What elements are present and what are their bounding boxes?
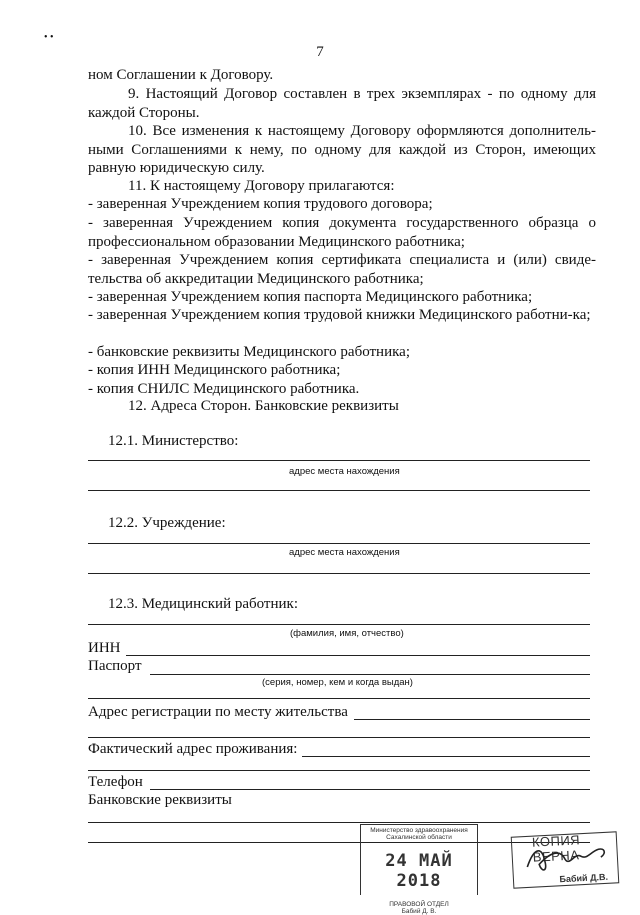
- received-stamp-org: Министерство здравоохранения Сахалинской области: [370, 827, 468, 841]
- passport-label: Паспорт: [88, 658, 142, 674]
- bank-details-label: Банковские реквизиты: [88, 792, 232, 808]
- ministry-address-caption: адрес места нахождения: [289, 466, 400, 477]
- ministry-label: 12.1. Министерство:: [108, 433, 239, 449]
- phone-line: [150, 789, 590, 790]
- attachment-item: - заверенная Учреждением копия трудовой книжки Медицинского работни-ка;: [88, 307, 591, 323]
- passport-caption: (серия, номер, кем и когда выдан): [262, 677, 413, 688]
- page-number: 7: [316, 44, 324, 60]
- ministry-address-line-2: [88, 490, 590, 491]
- attachment-item: - копия ИНН Медицинского работника;: [88, 362, 341, 378]
- paragraph-9: 9. Настоящий Договор составлен в трех экземплярах - по одному для каждой Стороны.: [88, 86, 596, 121]
- paragraph-continuation: ном Соглашении к Договору.: [88, 67, 274, 83]
- institution-address-caption: адрес места нахождения: [289, 547, 400, 558]
- paragraph-10: 10. Все изменения к настоящему Договору оформляются дополнитель-ными Соглашениями к нему, по одному для каждой из Сторон, имеющих равную юридическую силу.: [88, 123, 596, 176]
- bank-details-line: [88, 822, 590, 823]
- paragraph-11: 11. К настоящему Договору прилагаются:: [128, 178, 395, 194]
- institution-address-line-2: [88, 573, 590, 574]
- phone-label: Телефон: [88, 774, 143, 790]
- actual-address-line: [302, 756, 590, 757]
- passport-line: [150, 674, 590, 675]
- received-stamp: [360, 824, 478, 915]
- worker-name-caption: (фамилия, имя, отчество): [290, 628, 404, 639]
- attachment-item: - заверенная Учреждением копия паспорта Медицинского работника;: [88, 289, 533, 305]
- attachment-item: - заверенная Учреждением копия сертификата специалиста и (или) свиде-тельства об аккредитации Медицинского работника;: [88, 252, 596, 287]
- attachment-item: - заверенная Учреждением копия трудового договора;: [88, 196, 433, 212]
- registration-address-label: Адрес регистрации по месту жительства: [88, 704, 348, 720]
- attachment-item: - копия СНИЛС Медицинского работника.: [88, 381, 360, 397]
- attachment-item: - банковские реквизиты Медицинского работника;: [88, 344, 410, 360]
- inn-label: ИНН: [88, 640, 121, 656]
- actual-address-label: Фактический адрес проживания:: [88, 741, 298, 757]
- attachment-item: - заверенная Учреждением копия документа государственного образца о профессиональном образовании Медицинского работника;: [88, 215, 596, 250]
- scan-dots: • •: [44, 32, 54, 43]
- institution-address-line: [88, 543, 590, 544]
- actual-address-line-2: [88, 770, 590, 771]
- copy-certified-stamp: [511, 831, 620, 888]
- copy-stamp-title: КОПИЯ ВЕРНА: [531, 832, 581, 865]
- received-stamp-dept: ПРАВОВОЙ ОТДЕЛ: [389, 901, 449, 908]
- ministry-address-line: [88, 460, 590, 461]
- inn-line: [126, 655, 590, 656]
- registration-address-line: [354, 719, 590, 720]
- copy-stamp-name: Бабий Д.В.: [559, 871, 609, 885]
- worker-label: 12.3. Медицинский работник:: [108, 596, 298, 612]
- received-stamp-date: 24 МАЙ 2018: [385, 851, 453, 891]
- received-stamp-person: Бабий Д. В.: [401, 908, 437, 915]
- passport-line-2: [88, 698, 590, 699]
- institution-label: 12.2. Учреждение:: [108, 515, 226, 531]
- section-heading: 12. Адреса Сторон. Банковские реквизиты: [128, 398, 399, 414]
- worker-name-line: [88, 624, 590, 625]
- registration-address-line-2: [88, 737, 590, 738]
